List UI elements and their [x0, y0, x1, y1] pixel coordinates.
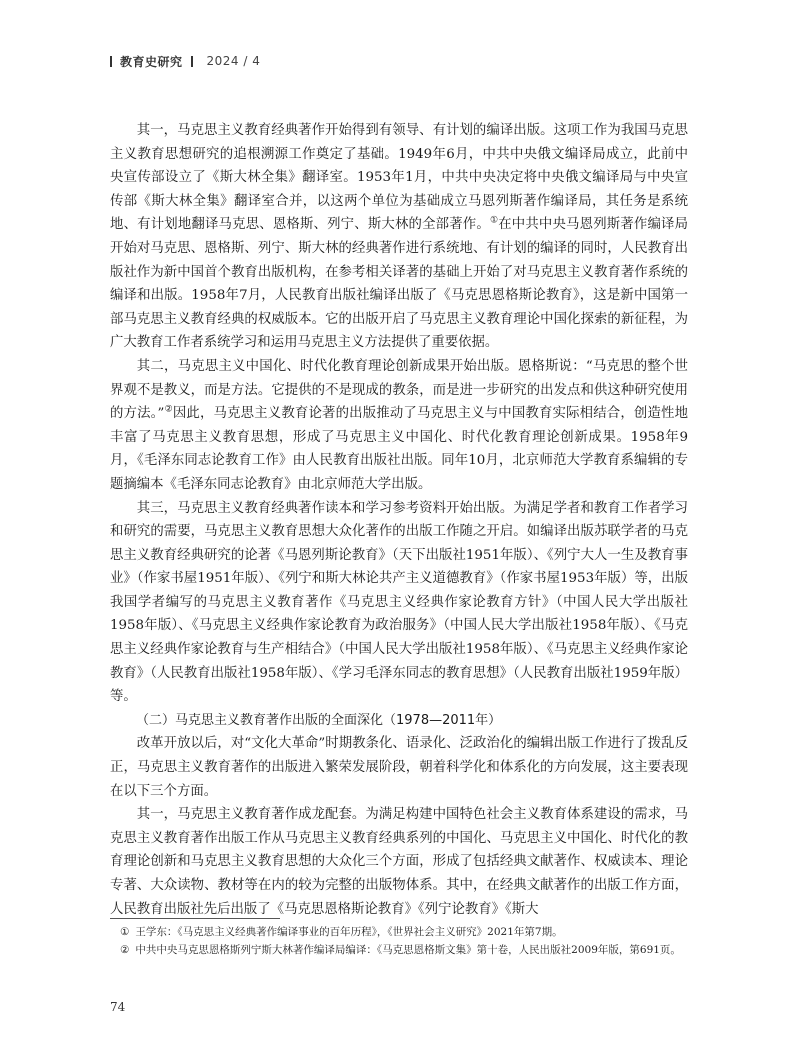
footnote-mark: ① — [120, 926, 130, 938]
footnotes — [120, 924, 690, 959]
paragraph: 其一，马克思主义教育著作成龙配套。为满足构建中国特色社会主义教育体系建设的需求，马克思主义教育著作出版工作从马克思主义教育经典系列的中国化、马克思主义中国化、时代化的教育理论创新和马克思主义教育思想的大众化三个方面，形成了包括经典文献著作、权威读本、理论专著、大众读物、教材等在内的较为完整的出版物体系。其中，在经典文献著作的出版工作方面，人民教育出版社先后出版了《马克思恩格斯论教育》《列宁论教育》《斯大 — [110, 807, 688, 917]
header-divider — [191, 56, 193, 67]
issue-number: 2024 / 4 — [206, 54, 261, 68]
footnote-text: 王学东：《马克思主义经典著作编译事业的百年历程》，《世界社会主义研究》2021年第7期。 — [135, 926, 563, 938]
footnote-reference[interactable]: ① — [489, 215, 499, 226]
journal-title: 教育史研究 — [120, 54, 183, 69]
footnote-divider — [110, 918, 280, 919]
footnote-mark: ② — [120, 943, 130, 956]
footnote-reference[interactable]: ② — [164, 404, 173, 415]
paragraph: 改革开放以后，对“文化大革命”时期教条化、语录化、泛政治化的编辑出版工作进行了拨乱反正，马克思主义教育著作的出版进入繁荣发展阶段，朝着科学化和体系化的方向发展，这主要表现在以下三个方面。 — [110, 736, 688, 799]
running-header — [110, 52, 260, 70]
paragraph: 其二，马克思主义中国化、时代化教育理论创新成果开始出版。恩格斯说：“马克思的整个世界观不是教义，而是方法。它提供的不是现成的教条，而是进一步研究的出发点和供这种研究使用的方法。”②因此，马克思主义教育论著的出版推动了马克思主义与中国教育实际相结合，创造性地丰富了马克思主义教育思想，形成了马克思主义中国化、时代化教育理论创新成果。1958年9月，《毛泽东同志论教育工作》由人民教育出版社出版。同年10月，北京师范大学教育系编辑的专题摘编本《毛泽东同志论教育》由北京师范大学出版。 — [110, 358, 689, 492]
footnote — [120, 942, 690, 960]
header-divider — [110, 56, 112, 67]
footnote — [120, 924, 690, 942]
page-number: 74 — [110, 1000, 126, 1014]
footnote-text: 中共中央马克思恩格斯列宁斯大林著作编译局编译：《马克思恩格斯文集》第十卷，人民出版社2009年版，第691页。 — [135, 943, 681, 956]
paragraph: 其一，马克思主义教育经典著作开始得到有领导、有计划的编译出版。这项工作为我国马克思主义教育思想研究的追根溯源工作奠定了基础。1949年6月，中共中央俄文编译局成立，此前中央宣传部设立了《斯大林全集》翻译室。1953年1月，中共中央决定将中央俄文编译局与中央宣传部《斯大林全集》翻译室合并，以这两个单位为基础成立马恩列斯著作编译局，其任务是系统地、有计划地翻译马克思、恩格斯、列宁、斯大林的全部著作。①在中共中央马恩列斯著作编译局开始对马克思、恩格斯、列宁、斯大林的经典著作进行系统地、有计划的编译的同时，人民教育出版社作为新中国首个教育出版机构，在参考相关译著的基础上开始了对马克思主义教育著作系统的编译和出版。1958年7月，人民教育出版社编译出版了《马克思恩格斯论教育》，这是新中国第一部马克思主义教育经典的权威版本。它的出版开启了马克思主义教育理论中国化探索的新征程，为广大教育工作者系统学习和运用马克思主义方法提供了重要依据。 — [110, 123, 688, 351]
article-body — [110, 119, 688, 921]
section-heading: （二）马克思主义教育著作出版的全面深化（1978—2011年） — [136, 712, 502, 728]
paragraph: 其三，马克思主义教育经典著作读本和学习参考资料开始出版。为满足学者和教育工作者学习和研究的需要，马克思主义教育思想大众化著作的出版工作随之开启。如编译出版苏联学者的马克思主义教育经典研究的论著《马恩列斯论教育》（天下出版社1951年版）、《列宁大人一生及教育事业》（作家书屋1951年版）、《列宁和斯大林论共产主义道德教育》（作家书屋1953年版）等，出版我国学者编写的马克思主义教育著作《马克思主义经典作家论教育方针》（中国人民大学出版社1958年版）、《马克思主义经典作家论教育为政治服务》（中国人民大学出版社1958年版）、《马克思主义经典作家论教育与生产相结合》（中国人民大学出版社1958年版）、《马克思主义经典作家论教育》（人民教育出版社1958年版）、《学习毛泽东同志的教育思想》（人民教育出版社1959年版）等。 — [110, 500, 688, 705]
